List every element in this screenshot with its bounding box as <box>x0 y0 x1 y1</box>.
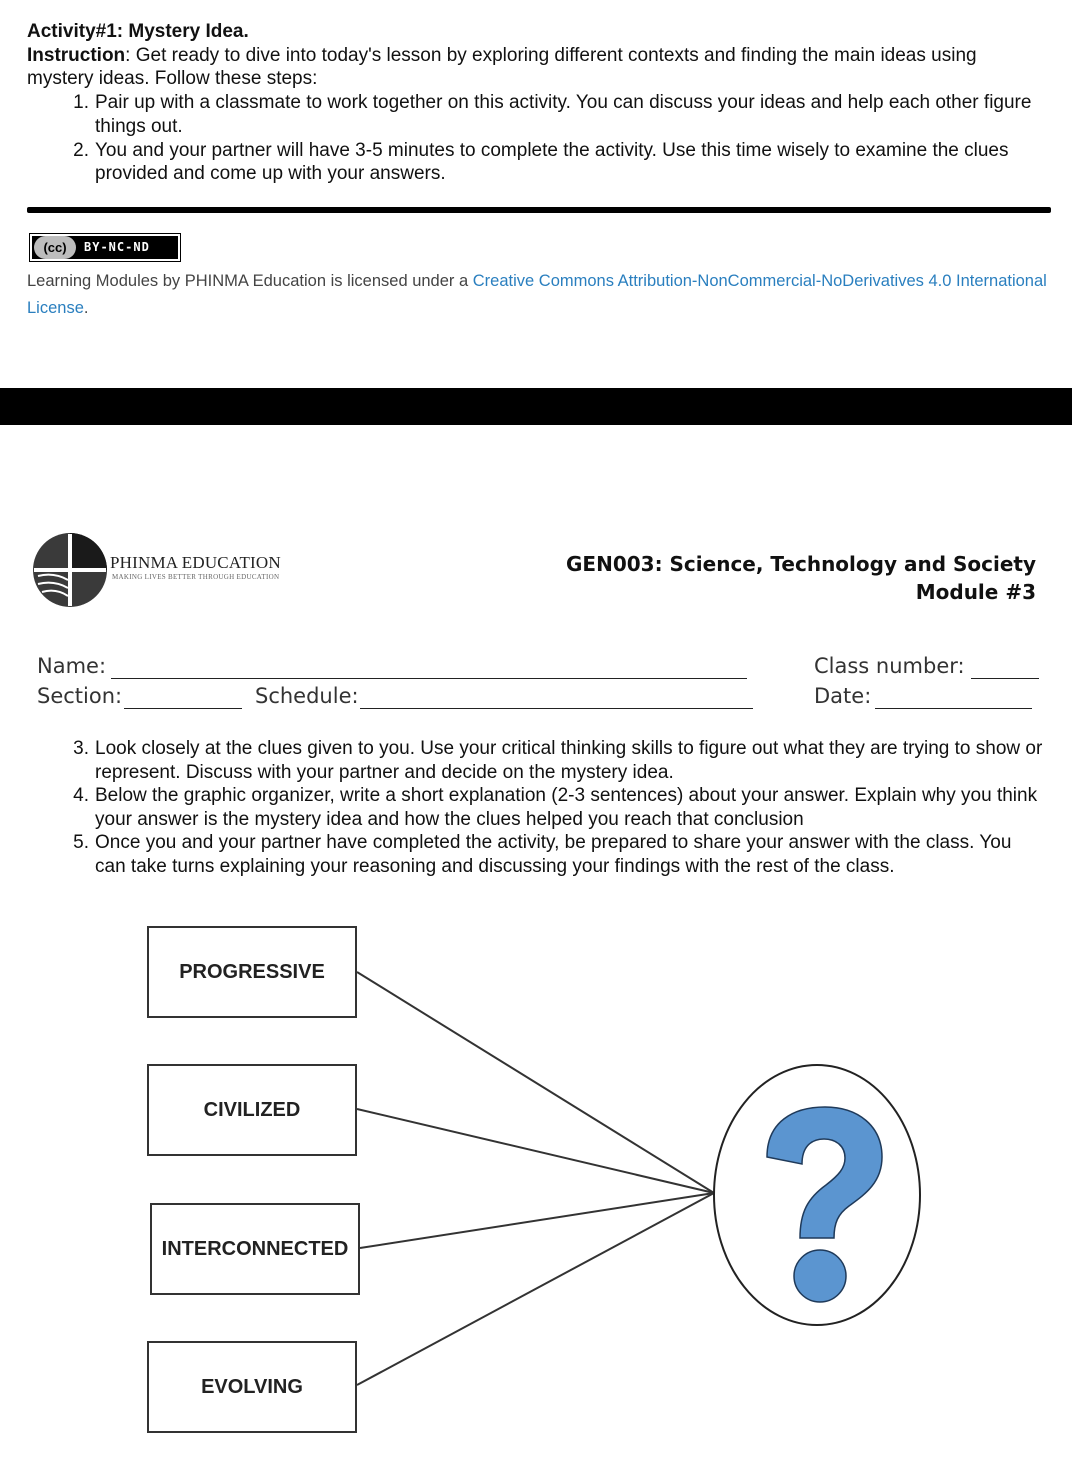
clue-box-evolving: EVOLVING <box>147 1341 357 1433</box>
connector-line <box>357 972 714 1193</box>
connector-line <box>357 1193 714 1385</box>
date-label: Date: <box>814 684 872 708</box>
step-number: 3. <box>73 738 89 759</box>
course-title: GEN003: Science, Technology and Society <box>566 552 1036 576</box>
cc-icon: (cc) <box>34 236 76 259</box>
step-text: Below the graphic organizer, write a short explanation (2-3 sentences) about your answer. Explain why you think your answer is the mystery idea and how the clues helped you reach that conclusion <box>95 785 1038 830</box>
step-text: Pair up with a classmate to work together on this activity. You can discuss your ideas and help each other figure things out. <box>95 92 1032 137</box>
brand-tagline: MAKING LIVES BETTER THROUGH EDUCATION <box>112 573 280 581</box>
section-label: Section: <box>37 684 123 708</box>
step-text: You and your partner will have 3-5 minutes to complete the activity. Use this time wisely to examine the clues provided and come up with your answers. <box>95 139 1009 184</box>
clue-box-progressive: PROGRESSIVE <box>147 926 357 1018</box>
activity-title: Activity#1: Mystery Idea. <box>27 21 249 42</box>
class-number-label: Class number: <box>814 654 965 678</box>
step-number: 1. <box>73 92 89 113</box>
step-number: 2. <box>73 139 89 161</box>
license-link[interactable]: Creative Commons Attribution-NonCommercial-NoDerivatives 4.0 International License <box>27 272 1047 317</box>
module-number: Module #3 <box>915 580 1036 604</box>
instruction-label: Instruction <box>27 45 126 66</box>
brand-name: PHINMA EDUCATION <box>110 553 281 572</box>
instruction-text: : Get ready to dive into today's lesson by exploring different contexts and finding the main ideas using mystery ideas. Follow these steps: <box>27 45 977 89</box>
cc-badge-text: BY-NC-ND <box>84 240 150 254</box>
clue-box-interconnected: INTERCONNECTED <box>150 1203 360 1295</box>
license-text: Learning Modules by PHINMA Education is licensed under a <box>27 272 473 290</box>
clue-box-civilized: CIVILIZED <box>147 1064 357 1156</box>
name-label: Name: <box>37 654 107 678</box>
step-number: 4. <box>73 785 89 806</box>
connector-line <box>357 1109 714 1193</box>
step-number: 5. <box>73 832 89 853</box>
license-period: . <box>83 299 89 317</box>
step-text: Look closely at the clues given to you. Use your critical thinking skills to figure out what they are trying to show or represent. Discuss with your partner and decide on the mystery idea. <box>95 738 1043 783</box>
step-text: Once you and your partner have completed the activity, be prepared to share your answer with the class. You can take turns explaining your reasoning and discussing your findings with the rest of the class. <box>95 832 1012 877</box>
schedule-label: Schedule: <box>255 684 359 708</box>
